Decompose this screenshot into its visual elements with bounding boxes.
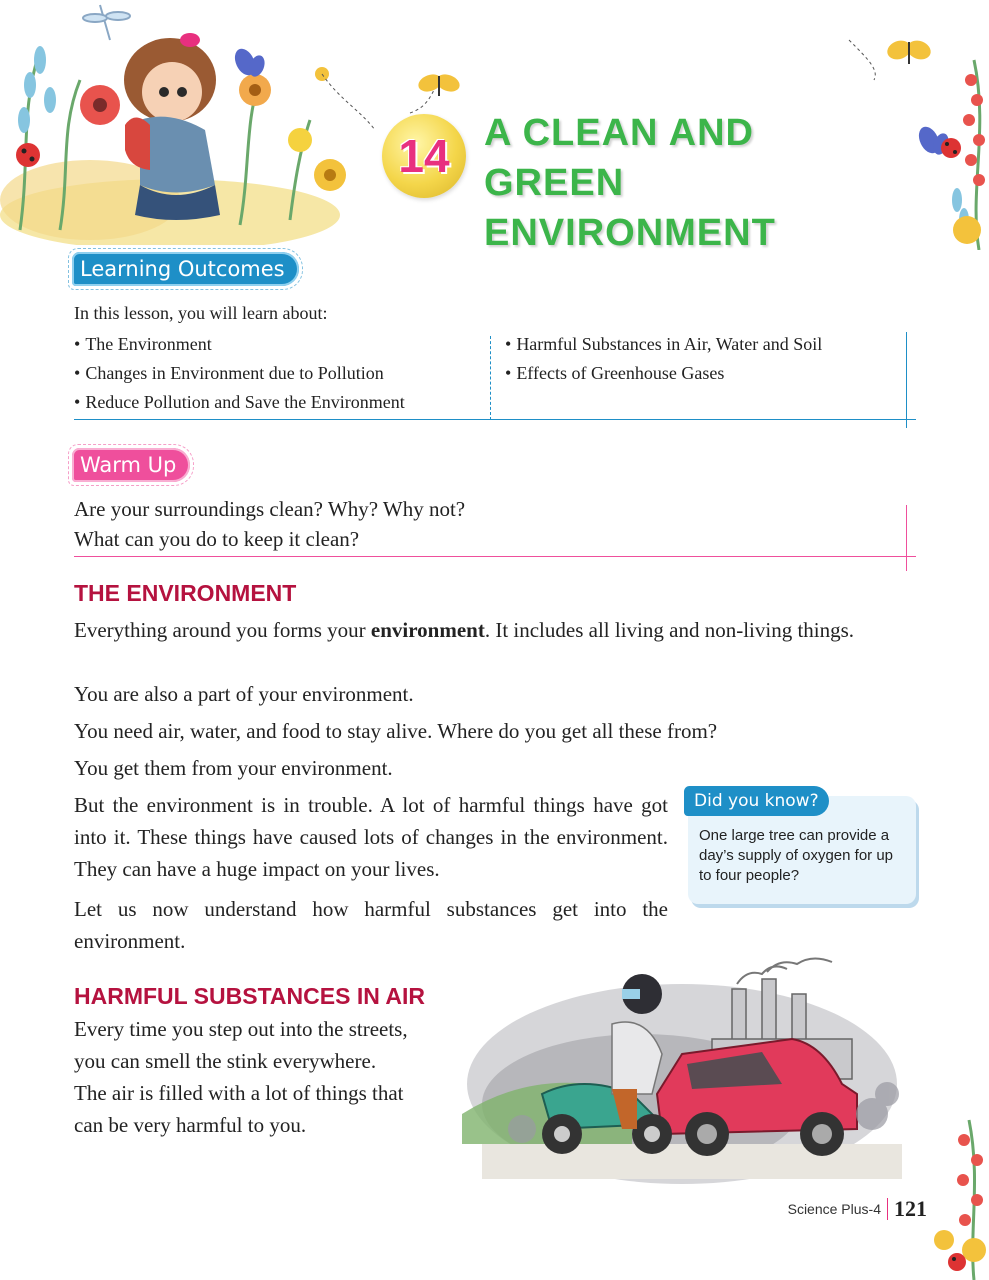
page-footer	[788, 1196, 927, 1222]
corner-flower-illustration	[919, 1100, 989, 1280]
paragraph: Let us now understand how harmful substances get into the environment.	[74, 897, 668, 953]
did-you-know-tab: Did you know?	[684, 786, 829, 816]
section-rule	[906, 332, 907, 428]
section-heading: HARMFUL SUBSTANCES IN AIR	[74, 983, 425, 1009]
paragraph	[74, 614, 916, 646]
paragraph	[74, 1013, 464, 1141]
section-rule	[74, 419, 916, 420]
paragraph-line: you can smell the stink everywhere.	[74, 1049, 377, 1073]
paragraph: You get them from your environment.	[74, 756, 393, 780]
list-item: • Changes in Environment due to Pollution	[74, 359, 405, 388]
chapter-title-line: GREEN	[484, 162, 625, 204]
key-term: environment	[370, 618, 485, 642]
chapter-title-line: ENVIRONMENT	[484, 212, 776, 254]
chapter-title	[484, 108, 844, 258]
list-item: • Effects of Greenhouse Gases	[505, 359, 822, 388]
flower-vine-illustration	[839, 20, 989, 250]
learning-outcomes-tab: Learning Outcomes	[72, 252, 299, 286]
warm-up-tab: Warm Up	[72, 448, 190, 482]
girl-garden-illustration	[0, 0, 380, 245]
paragraph-text: . It includes all living and non-living things.	[484, 618, 855, 642]
did-you-know-text: One large tree can provide a day’s supply of oxygen for up to four people?	[699, 827, 894, 884]
paragraph: But the environment is in trouble. A lot of harmful things have got into it. These things have caused lots of changes in the environment. They can have a huge impact on your lives.	[74, 793, 668, 881]
section-rule	[906, 505, 907, 571]
footer-divider	[887, 1198, 888, 1220]
air-pollution-illustration	[462, 944, 902, 1184]
list-item: • Reduce Pollution and Save the Environment	[74, 388, 405, 417]
paragraph-text: Everything around you forms your	[74, 618, 371, 642]
book-name: Science Plus-4	[787, 1201, 881, 1217]
learning-outcomes-list-left	[74, 330, 405, 417]
warm-up-line: What can you do to keep it clean?	[74, 527, 360, 551]
paragraph: You need air, water, and food to stay alive. Where do you get all these from?	[74, 719, 718, 743]
page-number: 121	[894, 1196, 927, 1221]
chapter-number-badge: 14	[382, 114, 466, 198]
learning-outcomes-list-right	[505, 330, 822, 388]
paragraph-line: The air is filled with a lot of things that	[74, 1081, 404, 1105]
section-rule	[74, 556, 916, 557]
warm-up-questions	[74, 494, 465, 554]
chapter-title-line: A CLEAN AND	[484, 112, 754, 154]
warm-up-line: Are your surroundings clean? Why? Why not?	[74, 497, 466, 521]
column-divider	[490, 336, 491, 420]
section-heading: THE ENVIRONMENT	[74, 580, 297, 606]
butterfly-icon	[400, 68, 470, 118]
list-item: • Harmful Substances in Air, Water and Soil	[505, 330, 822, 359]
paragraph: You are also a part of your environment.	[74, 682, 414, 706]
paragraph-line: Every time you step out into the streets,	[74, 1017, 408, 1041]
list-item: • The Environment	[74, 330, 405, 359]
paragraph-line: can be very harmful to you.	[74, 1113, 307, 1137]
learning-outcomes-intro: In this lesson, you will learn about:	[74, 303, 328, 323]
